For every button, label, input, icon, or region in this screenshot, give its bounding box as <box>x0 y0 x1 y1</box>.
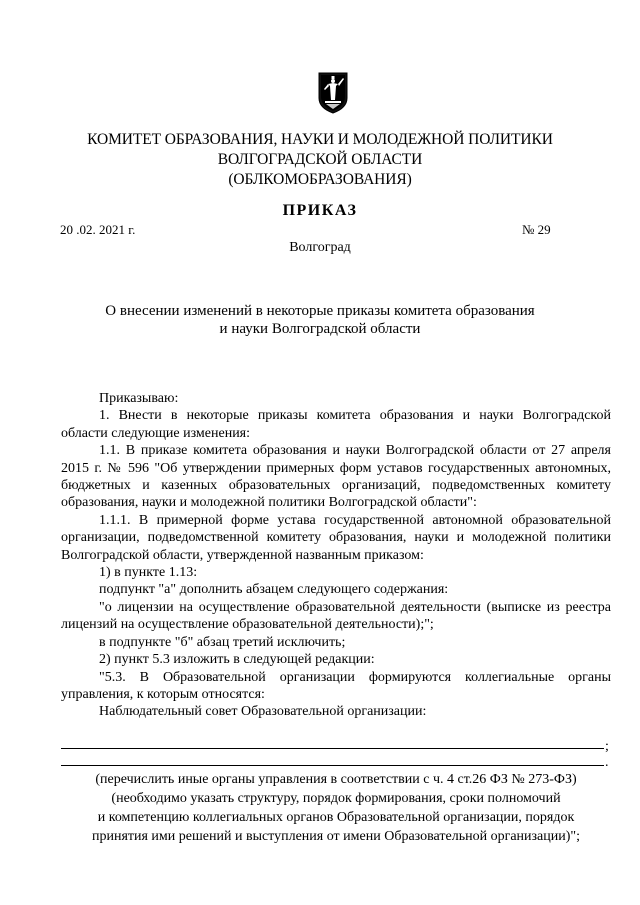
fill-in-line-end: . <box>605 755 609 770</box>
fill-in-line <box>61 765 604 766</box>
volgograd-coat-of-arms-icon <box>318 72 348 114</box>
order-body <box>61 390 611 721</box>
subject-line: и науки Волгоградской области <box>219 321 421 337</box>
body-paragraph: Приказываю: <box>99 391 179 406</box>
body-paragraph: "о лицензии на осуществление образовательной деятельности (выписке из реестра лицензий на осуществление образовательной деятельности);"; <box>61 599 611 633</box>
fill-in-line <box>61 748 604 749</box>
subject-line: О внесении изменений в некоторые приказы комитета образования <box>105 303 535 319</box>
order-city: Волгоград <box>289 240 351 255</box>
footnote-line: (необходимо указать структуру, порядок формирования, сроки полномочий <box>111 791 561 806</box>
body-paragraph: 1) в пункте 1.13: <box>99 565 198 581</box>
order-subject <box>0 302 640 338</box>
order-number: № 29 <box>522 222 551 237</box>
order-date: 20 .02. 2021 г. <box>60 222 136 237</box>
footnote-line: и компетенцию коллегиальных органов Образовательной организации, порядок <box>97 810 575 825</box>
body-paragraph: подпункт "а" дополнить абзацем следующего содержания: <box>99 582 449 598</box>
committee-header <box>0 130 640 190</box>
body-paragraph: Наблюдательный совет Образовательной организации: <box>99 704 427 720</box>
body-paragraph: 1.1. В приказе комитета образования и науки Волгоградской области от 27 апреля 2015 г. № 596 "Об утверждении примерных форм уставов государственных автономных, бюджетных и казенных образовательных организаций, подведомственных комитету образования, науки и молодежной политики Волгоградской области": <box>61 443 611 511</box>
body-paragraph: 2) пункт 5.3 изложить в следующей редакции: <box>99 652 375 668</box>
fill-in-line-end: ; <box>605 739 609 754</box>
committee-region-line: ВОЛГОГРАДСКОЙ ОБЛАСТИ <box>217 151 423 168</box>
order-title: ПРИКАЗ <box>282 202 358 219</box>
footnote-line: принятия ими решений и выступления от имени Образовательной организации)"; <box>91 829 581 844</box>
body-paragraph: 1.1.1. В примерной форме устава государственной автономной образовательной организации, подведомственной комитету образования, науки и молодежной политики Волгоградской области, утвержденной названным приказом: <box>61 512 611 563</box>
footnote-line: (перечислить иные органы управления в соответствии с ч. 4 ст.26 ФЗ № 273-ФЗ) <box>95 772 577 787</box>
body-paragraph: 1. Внести в некоторые приказы комитета образования и науки Волгоградской области следующие изменения: <box>61 408 611 441</box>
footnote <box>62 770 610 846</box>
committee-name-line: КОМИТЕТ ОБРАЗОВАНИЯ, НАУКИ И МОЛОДЕЖНОЙ ПОЛИТИКИ <box>87 131 553 148</box>
body-paragraph: "5.3. В Образовательной организации формируются коллегиальные органы управления, к которым относятся: <box>61 669 611 702</box>
committee-abbreviation: (ОБЛКОМОБРАЗОВАНИЯ) <box>228 171 412 188</box>
body-paragraph: в подпункте "б" абзац третий исключить; <box>99 634 346 650</box>
